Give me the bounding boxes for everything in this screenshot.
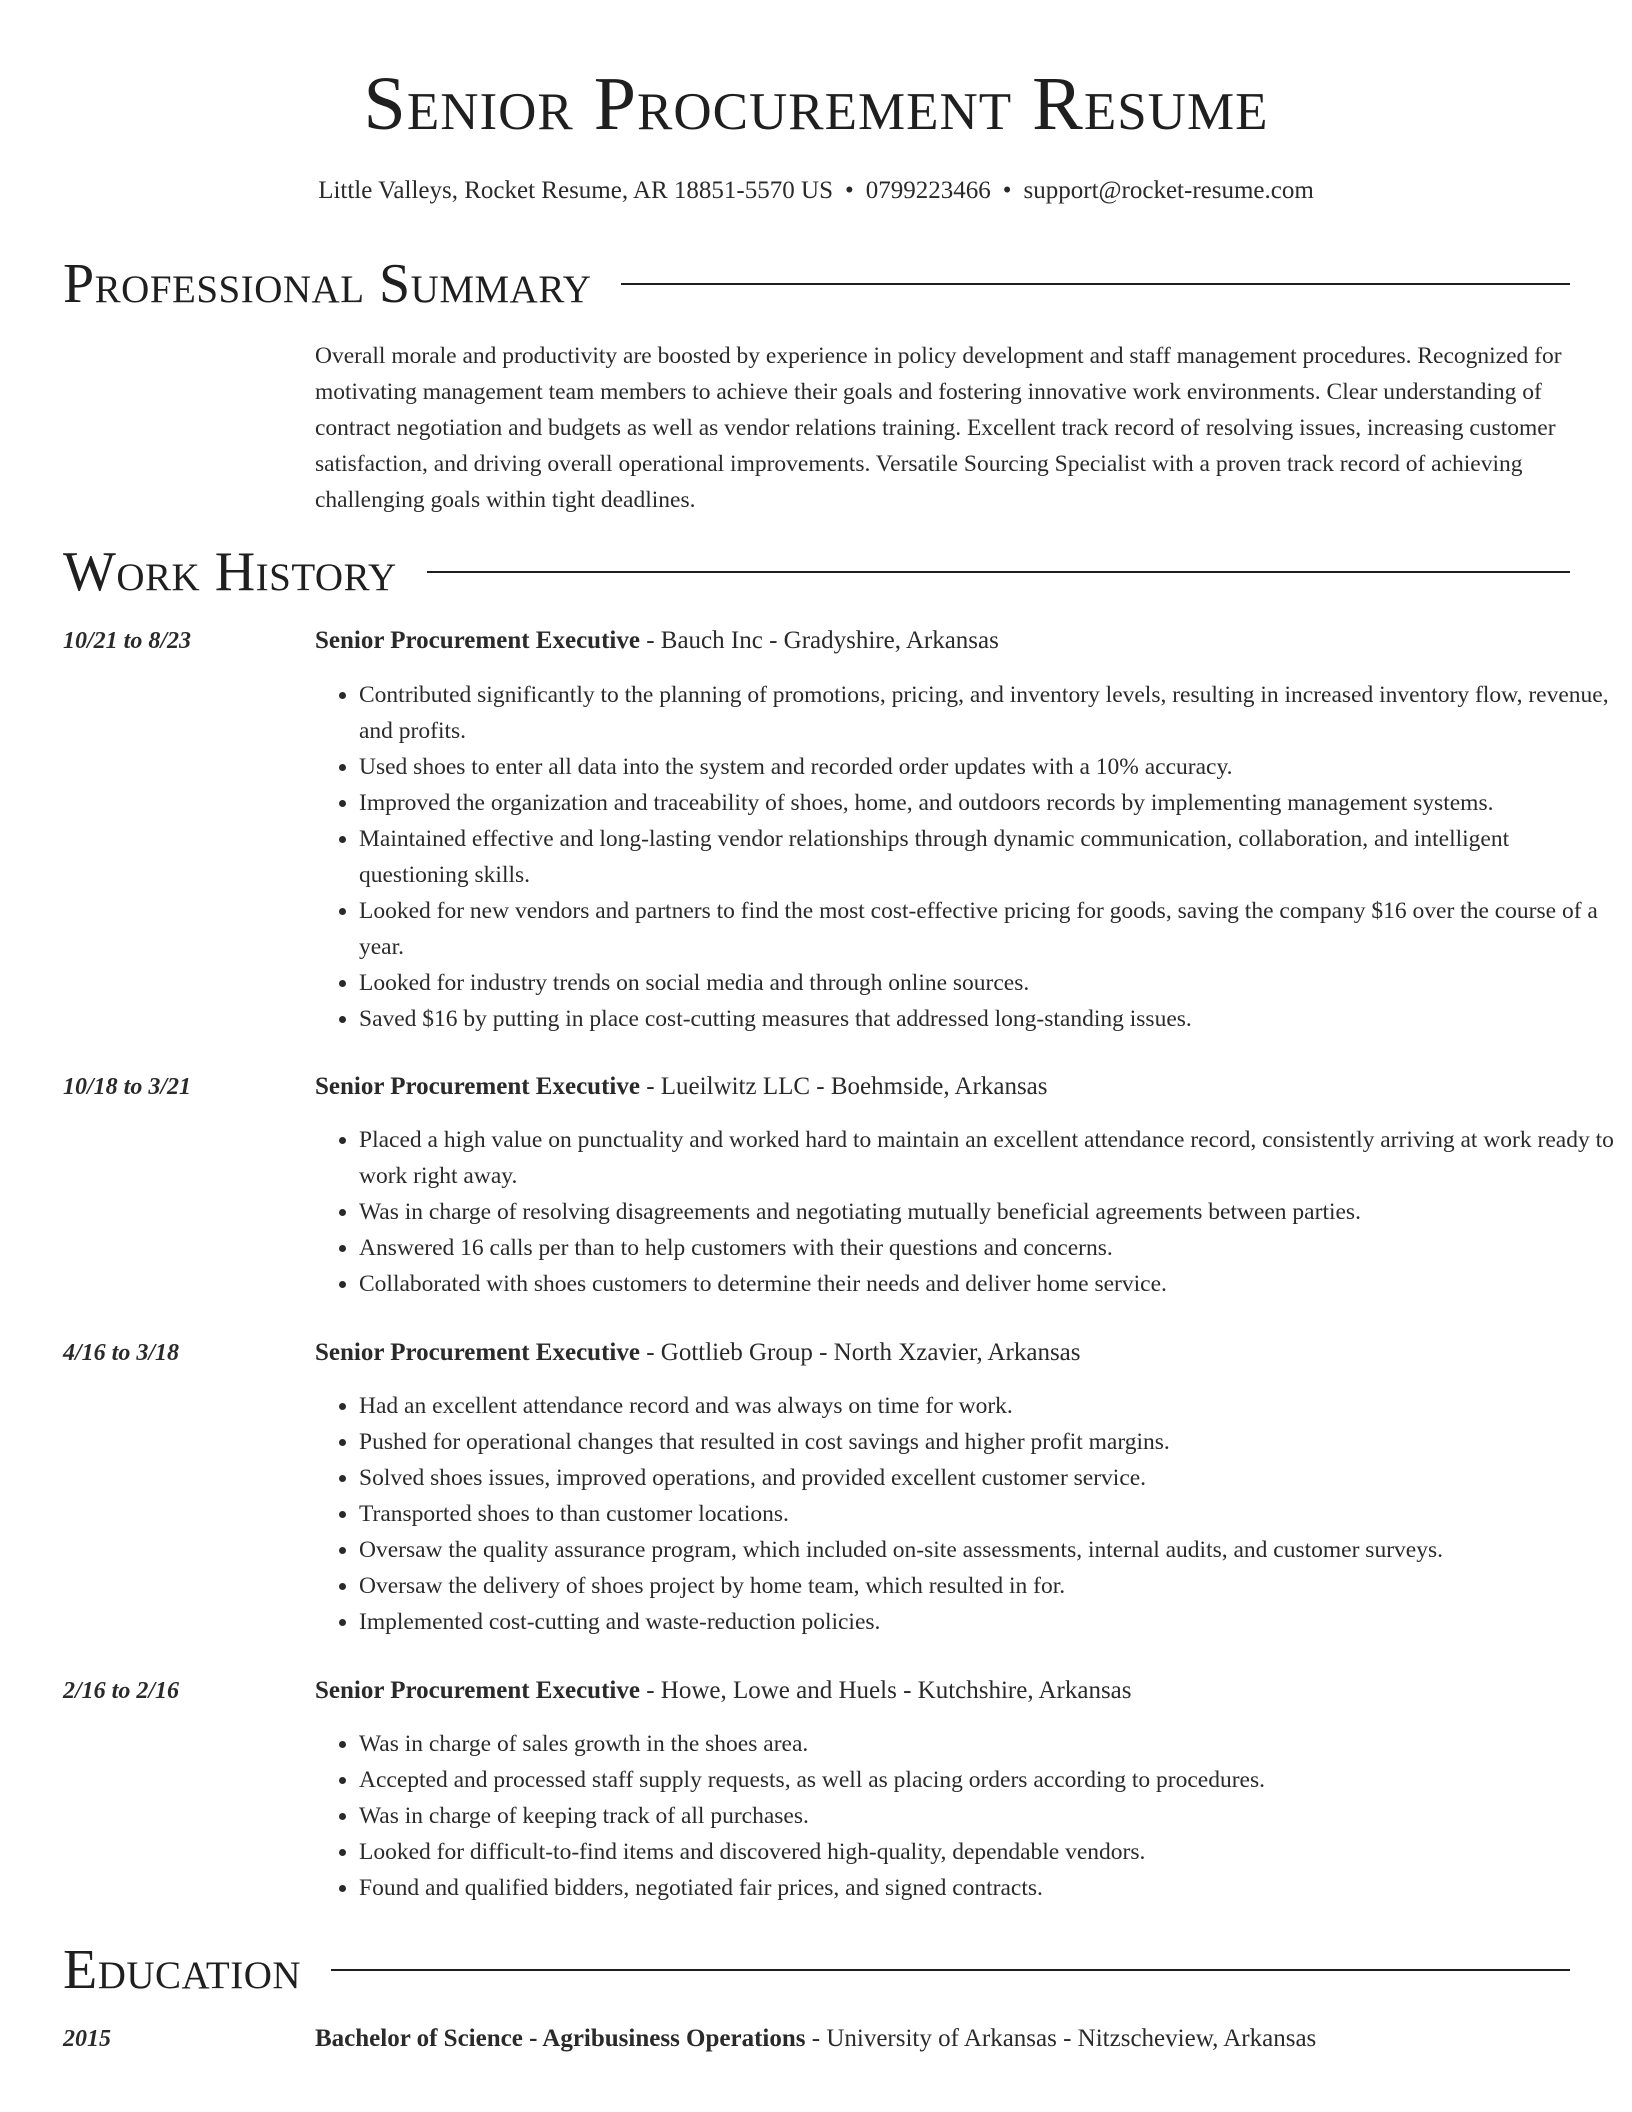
job-dates: 2/16 to 2/16 <box>63 1678 180 1704</box>
job-bullet: • Implemented cost-cutting and waste-reduction policies. <box>359 1604 1614 1640</box>
job-bullets <box>315 1122 1614 1302</box>
section-divider <box>621 283 1570 285</box>
contact-line <box>0 174 1632 208</box>
contact-email: support@rocket-resume.com <box>1023 177 1314 204</box>
job-bullets <box>315 1388 1614 1640</box>
job-bullet: • Placed a high value on punctuality and worked hard to maintain an excellent attendance record, consistently arriving at work ready to work right away. <box>359 1122 1614 1194</box>
job-title: Senior Procurement Executive <box>315 627 640 654</box>
job-dates: 4/16 to 3/18 <box>63 1340 180 1366</box>
job-role <box>315 1674 1570 1708</box>
job-bullet: • Was in charge of sales growth in the shoes area. <box>359 1726 1614 1762</box>
job-role <box>315 624 1570 658</box>
job-bullets <box>315 1726 1614 1906</box>
summary-heading: Professional Summary <box>63 253 592 315</box>
job-bullet: • Had an excellent attendance record and was always on time for work. <box>359 1388 1614 1424</box>
education-heading: Education <box>63 1939 302 2001</box>
job-bullet: • Answered 16 calls per than to help customers with their questions and concerns. <box>359 1230 1614 1266</box>
job-bullet: • Was in charge of resolving disagreements and negotiating mutually beneficial agreements between parties. <box>359 1194 1614 1230</box>
job-company-location: - Lueilwitz LLC - Boehmside, Arkansas <box>639 1073 1048 1100</box>
job-bullet: • Oversaw the quality assurance program, which included on-site assessments, internal audits, and customer surveys. <box>359 1532 1614 1568</box>
contact-separator: • <box>844 177 854 204</box>
job-bullet: • Used shoes to enter all data into the system and recorded order updates with a 10% accuracy. <box>359 749 1614 785</box>
work-history-section-header <box>63 540 1570 604</box>
job-company-location: - Bauch Inc - Gradyshire, Arkansas <box>639 627 999 654</box>
job-bullet: • Solved shoes issues, improved operations, and provided excellent customer service. <box>359 1460 1614 1496</box>
job-bullet: • Looked for industry trends on social media and through online sources. <box>359 965 1614 1001</box>
education-year: 2015 <box>63 2026 111 2052</box>
contact-separator: • <box>1002 177 1012 204</box>
job-bullet: • Found and qualified bidders, negotiated fair prices, and signed contracts. <box>359 1870 1614 1906</box>
job-bullet: • Saved $16 by putting in place cost-cutting measures that addressed long-standing issues. <box>359 1001 1614 1037</box>
job-bullet: • Improved the organization and traceability of shoes, home, and outdoors records by implementing management systems. <box>359 785 1614 821</box>
job-bullet: • Oversaw the delivery of shoes project by home team, which resulted in for. <box>359 1568 1614 1604</box>
education-section-header <box>63 1938 1570 2002</box>
job-role <box>315 1070 1570 1104</box>
job-company-location: - Howe, Lowe and Huels - Kutchshire, Arkansas <box>639 1677 1132 1704</box>
summary-text: Overall morale and productivity are boosted by experience in policy development and staff management procedures. Recognized for motivating management team members to achieve their goals and fostering innovative work environments. Clear understanding of contract negotiation and budgets as well as vendor relations training. Excellent track record of resolving issues, increasing customer satisfaction, and driving overall operational improvements. Versatile Sourcing Specialist with a proven track record of achieving challenging goals within tight deadlines. <box>315 343 1562 513</box>
education-detail <box>315 2022 1570 2056</box>
job-bullet: • Pushed for operational changes that resulted in cost savings and higher profit margins. <box>359 1424 1614 1460</box>
work-history-heading: Work History <box>63 541 397 603</box>
section-divider <box>427 571 1570 573</box>
job-bullet: • Looked for difficult-to-find items and discovered high-quality, dependable vendors. <box>359 1834 1614 1870</box>
job-bullet: • Looked for new vendors and partners to find the most cost-effective pricing for goods, saving the company $16 over the course of a year. <box>359 893 1614 965</box>
job-bullets <box>315 677 1614 1037</box>
job-bullet: • Transported shoes to than customer locations. <box>359 1496 1614 1532</box>
education-degree: Bachelor of Science - Agribusiness Operations <box>315 2025 806 2052</box>
job-company-location: - Gottlieb Group - North Xzavier, Arkansas <box>639 1339 1081 1366</box>
job-title: Senior Procurement Executive <box>315 1339 640 1366</box>
education-school-location: - University of Arkansas - Nitzscheview, Arkansas <box>805 2025 1317 2052</box>
job-bullet: • Collaborated with shoes customers to determine their needs and deliver home service. <box>359 1266 1614 1302</box>
job-dates: 10/21 to 8/23 <box>63 628 192 654</box>
job-dates: 10/18 to 3/21 <box>63 1074 192 1100</box>
job-bullet: • Contributed significantly to the planning of promotions, pricing, and inventory levels, resulting in increased inventory flow, revenue, and profits. <box>359 677 1614 749</box>
job-bullet: • Accepted and processed staff supply requests, as well as placing orders according to procedures. <box>359 1762 1614 1798</box>
section-divider <box>331 1969 1570 1971</box>
job-bullet: • Maintained effective and long-lasting vendor relationships through dynamic communication, collaboration, and intelligent questioning skills. <box>359 821 1614 893</box>
contact-address: Little Valleys, Rocket Resume, AR 18851-5570 US <box>318 177 833 204</box>
job-bullet: • Was in charge of keeping track of all purchases. <box>359 1798 1614 1834</box>
job-title: Senior Procurement Executive <box>315 1677 640 1704</box>
contact-phone: 0799223466 <box>865 177 991 204</box>
job-title: Senior Procurement Executive <box>315 1073 640 1100</box>
resume-title: Senior Procurement Resume <box>363 62 1269 146</box>
summary-section-header <box>63 252 1570 316</box>
job-role <box>315 1336 1570 1370</box>
